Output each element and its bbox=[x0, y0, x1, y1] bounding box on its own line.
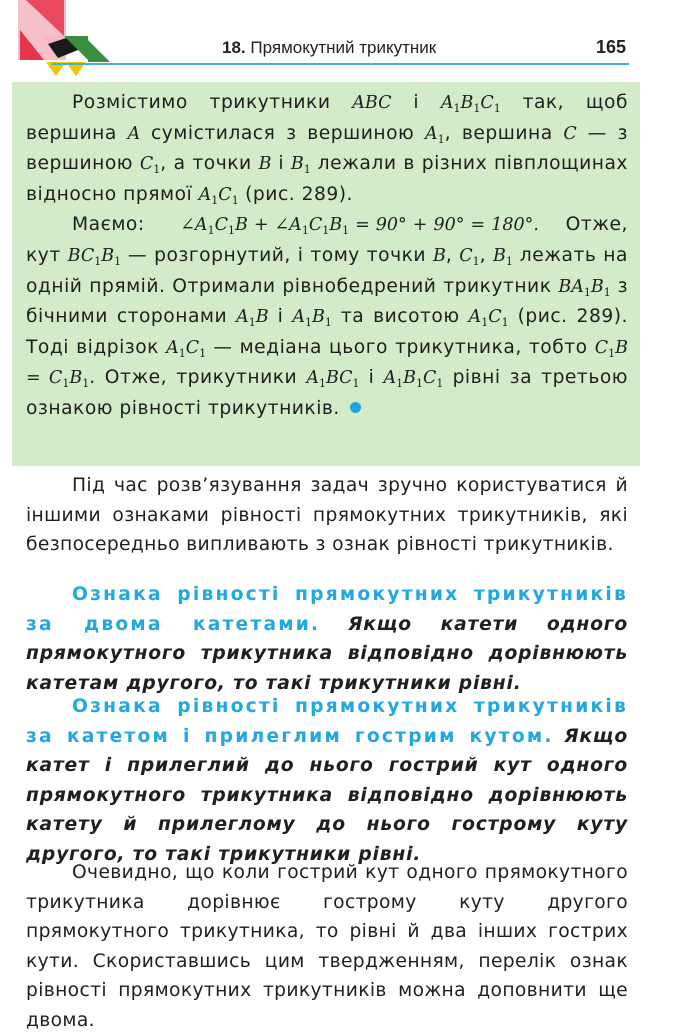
intro-paragraph: Під час розв’язування задач зручно користуватися й іншими ознаками рівності прямокутних трикутників, які безпосередньо випливають з ознак рівності трикутників. bbox=[26, 475, 628, 556]
theorem-leg-angle-title: Ознака рівності прямокутних трикутників за катетом і прилеглим гострим кутом. bbox=[26, 696, 628, 747]
proof-paragraph-2: Маємо: $\angle A_1C_1B$ + $\angle A_1C_1B_1 = 90^\circ + 90^\circ = 180^\circ$. Отже, кут $BC_1B_1$ — розгорнутий, і тому точки B, $C_1$, $B_1$ лежать на одній прямій. Отримали рівнобедрений трикутник $BA_1B_1$ з бічними сторонами $A_1B$ і $A_1B_1$ та висотою $A_1C_1$ (рис. 289). Тоді відрізок $A_1C_1$ — медіана цього трикутника, тобто $C_1B = C_1B_1$. Отже, трикутники $A_1BC_1$ і $A_1B_1C_1$ рівні за третьою ознакою рівності трикутників. bbox=[26, 214, 628, 419]
theorem-legs-text: Якщо катети одного прямокутного трикутника відповідно дорівнюють катетам другого, то такі трикутники рівні. bbox=[26, 613, 628, 694]
header-divider bbox=[52, 63, 629, 65]
proof-paragraph-1: Розмістимо трикутники ABC і $A_1B_1C_1$ так, щоб вершина A сумістилася з вершиною $A_1$, вершина C — з вершиною $C_1$, а точки B і $B_1$ лежали в різних півплощинах відносно прямої $A_1C_1$ (рис. 289). bbox=[26, 92, 628, 207]
theorem-legs bbox=[26, 580, 628, 698]
closing-paragraph: Очевидно, що коли гострий кут одного прямокутного трикутника дорівнює гострому куту другого прямокутного трикутника, то рівні й два інших гострих кути. Скориставшись цим твердженням, перелік ознак рівності прямокутних трикутників можна доповнити ще двома. bbox=[26, 862, 628, 1031]
theorem-legs-title: Ознака рівності прямокутних трикутників за двома катетами. bbox=[26, 584, 628, 635]
section-title bbox=[222, 38, 436, 58]
page-number: 165 bbox=[596, 37, 627, 57]
section-title-text: Прямокутний трикутник bbox=[250, 38, 437, 57]
tangram-logo-icon bbox=[18, 0, 113, 80]
end-of-proof-icon bbox=[350, 402, 361, 413]
section-number: 18. bbox=[222, 38, 246, 57]
theorem-leg-angle-text: Якщо катет і прилеглий до нього гострий кут одного прямокутного трикутника відповідно дорівнюють катету й прилеглому до нього гострому куту другого, то такі трикутники рівні. bbox=[26, 725, 629, 865]
proof-box bbox=[12, 82, 640, 466]
theorem-leg-angle bbox=[26, 692, 628, 870]
